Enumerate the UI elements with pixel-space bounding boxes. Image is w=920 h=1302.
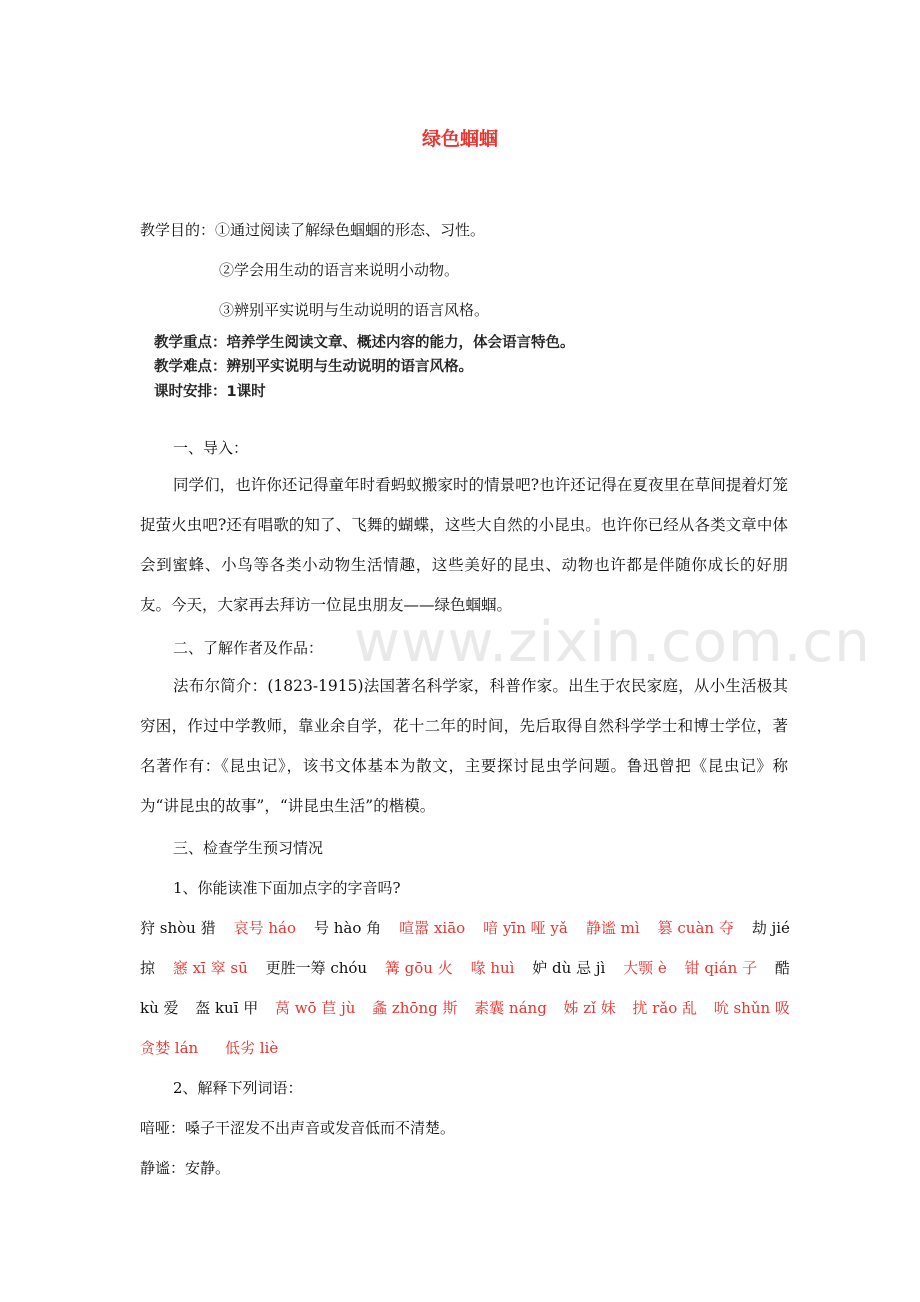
pinyin-word: kù 爱 [140,999,179,1017]
pinyin-word: 大颚 è [623,959,667,977]
pinyin-row-3 [140,997,790,1018]
objectives-label: 教学目的： [140,221,216,239]
section-heading: 二、了解作者及作品： [173,639,324,657]
section-heading: 三、检查学生预习情况 [173,839,324,857]
pinyin-word: 低劣 liè [224,1039,279,1057]
pinyin-word: 螽 zhōng 斯 [372,999,458,1017]
objective-item: ②学会用生动的语言来说明小动物。 [219,261,460,279]
pinyin-word: 号 hào 角 [314,919,382,937]
pinyin-word: 喑 yīn 哑 yǎ [483,919,568,937]
pinyin-row-4 [140,1037,278,1058]
page-title: 绿色蝈蝈 [421,128,498,150]
intro-paragraph: 同学们，也许你还记得童年时看蚂蚁搬家时的情景吧?也许还记得在夏夜里在草间提着灯笼捉萤火虫吧?还有唱歌的知了、飞舞的蝴蝶，这些大自然的小昆虫。也许你已经从各类文章中体会到蜜蜂、小鸟等各类小动物生活情趣，这些美好的昆虫、动物也许都是伴随你成长的好朋友。今天，大家再去拜访一位昆虫朋友——绿色蝈蝈。 [140,476,788,614]
pinyin-word: 劫 jié [751,919,790,937]
pinyin-word: 哀号 háo [233,919,296,937]
section-heading: 一、导入： [173,439,249,457]
pinyin-word: 妒 dù 忌 jì [532,959,606,977]
pinyin-word: 扰 rǎo 乱 [632,999,698,1017]
pinyin-word: 篡 cuàn 夺 [657,919,734,937]
pinyin-word: 素囊 náng [474,999,547,1017]
pinyin-word: 盔 kuī 甲 [195,999,259,1017]
pinyin-word: 狩 shòu 猎 [140,919,216,937]
class-schedule: 课时安排：1课时 [154,384,266,400]
teaching-focus: 教学重点：培养学生阅读文章、概述内容的能力，体会语言特色。 [154,335,575,351]
pinyin-word: 更胜一筹 chóu [265,959,368,977]
question-1: 1、你能读准下面加点字的字音吗? [173,879,401,897]
definition-item: 喑哑：嗓子干涩发不出声音或发音低而不清楚。 [140,1119,456,1137]
author-paragraph: 法布尔简介：(1823-1915)法国著名科学家，科普作家。出生于农民家庭，从小生活极其穷困，作过中学教师，靠业余自学，花十二年的时间，先后取得自然科学学士和博士学位，著名著作有：《昆虫记》，该书文体基本为散文，主要探讨昆虫学问题。鲁迅曾把《昆虫记》称为“讲昆虫的故事”，“讲昆虫生活”的楷模。 [140,677,788,815]
pinyin-row-2 [140,957,790,978]
objective-item: ①通过阅读了解绿色蝈蝈的形态、习性。 [215,221,486,239]
pinyin-word: 喙 huì [470,959,515,977]
objective-item: ③辨别平实说明与生动说明的语言风格。 [219,301,490,319]
pinyin-word: 掠 [140,959,156,977]
pinyin-word: 窸 xī 窣 sū [172,959,248,977]
pinyin-word: 吮 shǔn 吸 [713,999,790,1017]
definition-item: 静谧：安静。 [140,1159,231,1177]
pinyin-word: 酷 [774,959,790,977]
pinyin-word: 静谧 mì [585,919,640,937]
pinyin-word: 莴 wō 苣 jù [274,999,356,1017]
pinyin-word: 姊 zǐ 妹 [563,999,616,1017]
pinyin-row-1 [140,917,790,938]
pinyin-word: 喧嚣 xiāo [399,919,466,937]
pinyin-word: 贪婪 lán [140,1039,199,1057]
teaching-difficulty: 教学难点：辨别平实说明与生动说明的语言风格。 [154,359,473,375]
question-2: 2、解释下列词语： [173,1079,303,1097]
watermark: www.zixin.com.cn [354,610,871,675]
pinyin-word: 篝 gōu 火 [384,959,453,977]
objectives-line-1 [140,219,485,240]
pinyin-word: 钳 qián 子 [684,959,758,977]
